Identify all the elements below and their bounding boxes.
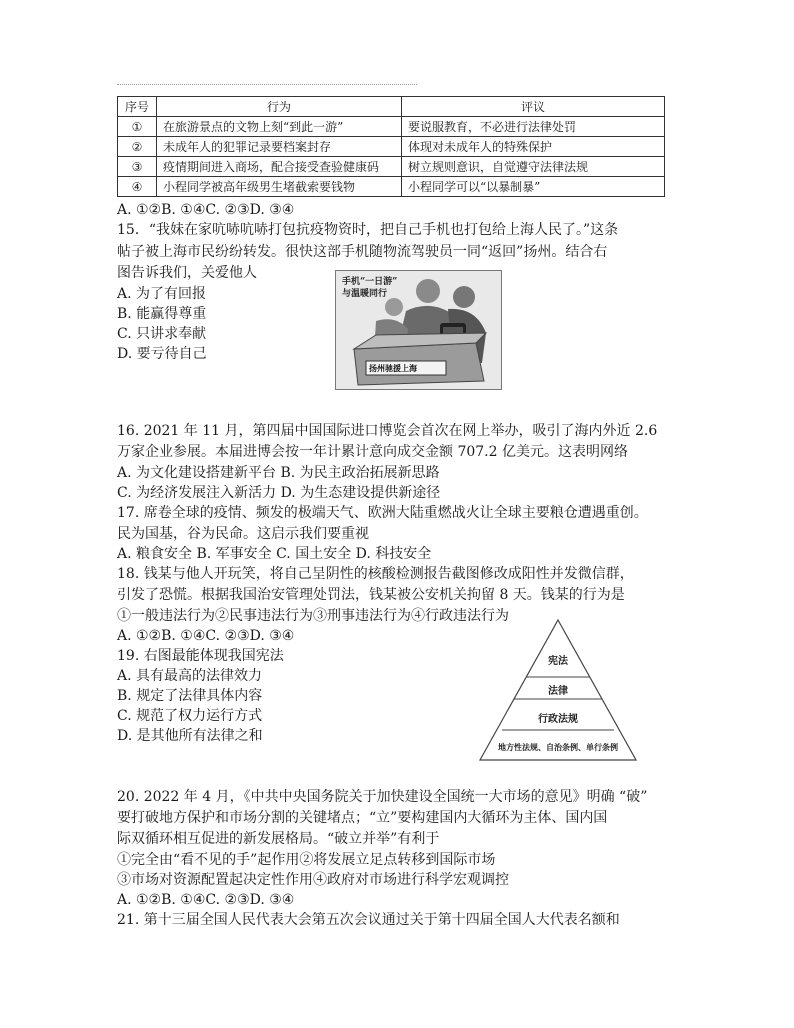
header-comment: 评议: [402, 97, 665, 117]
q19-option-c: C. 规范了权力运行方式: [117, 708, 263, 724]
table-row: [118, 117, 665, 137]
header-behavior: 行为: [157, 97, 402, 117]
q17-options: A. 粮食安全 B. 军事安全 C. 国土安全 D. 科技安全: [117, 546, 432, 562]
q18-statements: ①一般违法行为②民事违法行为③刑事违法行为④行政违法行为: [117, 608, 509, 624]
row-number: ①: [118, 117, 157, 137]
table-row: [118, 137, 665, 157]
q16-options-ab: A. 为文化建设搭建新平台 B. 为民主政治拓展新思路: [117, 465, 440, 481]
row-behavior: 未成年人的犯罪记录要档案封存: [157, 137, 402, 157]
q19-text: 19. 右图最能体现我国宪法: [117, 648, 284, 664]
q15-text-line1: 15．“我妹在家吭哧吭哧打包抗疫物资时，把自己手机也打包给上海人民了。”这条: [117, 222, 619, 238]
cartoon-caption-1: 手机“一日游”: [342, 277, 398, 287]
behavior-comment-table: [117, 96, 665, 197]
row-comment: 小程同学可以“以暴制暴”: [402, 177, 665, 197]
q19-option-d: D. 是其他所有法律之和: [117, 728, 263, 744]
cartoon-caption-2: 与温暖同行: [342, 289, 388, 299]
cropped-line-above-table: [117, 84, 417, 93]
row-number: ④: [118, 177, 157, 197]
q19-option-a: A. 具有最高的法律效力: [117, 668, 263, 684]
q19-option-b: B. 规定了法律具体内容: [117, 688, 263, 704]
q15-option-d: D. 要亏待自己: [117, 346, 207, 362]
law-hierarchy-pyramid: [478, 618, 638, 763]
q17-text-line2: 民为国基，谷为民命。这启示我们要重视: [117, 526, 369, 542]
table-header-row: [118, 97, 665, 117]
q20-text-line3: 际双循环相互促进的新发展格局。“破立并举”有利于: [117, 831, 440, 847]
row-number: ③: [118, 157, 157, 177]
q16-text-line2: 万家企业参展。本届进博会按一年计累计意向成交金额 707.2 亿美元。这表明网络: [117, 444, 628, 460]
pyramid-level-4: 地方性法规、自治条例、单行条例: [498, 742, 618, 752]
q15-text-line3: 图告诉我们，关爱他人: [117, 265, 257, 281]
header-number: 序号: [118, 97, 157, 117]
row-comment: 要说服教育，不必进行法律处罚: [402, 117, 665, 137]
table-row: [118, 157, 665, 177]
pyramid-level-3: 行政法规: [538, 714, 578, 725]
q20-statements-2: ③市场对资源配置起决定性作用④政府对市场进行科学宏观调控: [117, 872, 509, 888]
pyramid-level-1: 宪法: [548, 656, 568, 667]
pyramid-level-2: 法律: [548, 686, 568, 697]
q15-cartoon-image: [335, 270, 502, 390]
q20-statements-1: ①完全由“看不见的手”起作用②将发展立足点转移到国际市场: [117, 852, 496, 868]
q18-text-line1: 18. 钱某与他人开玩笑，将自己呈阴性的核酸检测报告截图修改成阳性并发微信群，: [117, 566, 634, 582]
row-behavior: 疫情期间进入商场，配合接受查验健康码: [157, 157, 402, 177]
row-behavior: 小程同学被高年级男生堵截索要钱物: [157, 177, 402, 197]
q20-text-line1: 20. 2022 年 4 月，《中共中央国务院关于加快建设全国统一大市场的意见》明确 “破”: [117, 789, 648, 805]
row-comment: 树立规则意识，自觉遵守法律法规: [402, 157, 665, 177]
q17-text-line1: 17. 席卷全球的疫情、频发的极端天气、欧洲大陆重燃战火让全球主要粮仓遭遇重创。: [117, 505, 648, 521]
q15-text-line2: 帖子被上海市民纷纷转发。很快这部手机随物流驾驶员一同“返回”扬州。结合右: [117, 244, 608, 260]
row-comment: 体现对未成年人的特殊保护: [402, 137, 665, 157]
row-number: ②: [118, 137, 157, 157]
q15-option-c: C. 只讲求奉献: [117, 326, 207, 342]
q21-text-line1: 21. 第十三届全国人民代表大会第五次会议通过关于第十四届全国人大代表名额和: [117, 912, 620, 928]
cartoon-box-label: 扬州驰援上海: [369, 363, 417, 373]
table-question-options: A. ①②B. ①④C. ②③D. ③④: [117, 202, 295, 218]
table-row: [118, 177, 665, 197]
q16-text-line1: 16. 2021 年 11 月，第四届中国国际进口博览会首次在网上举办，吸引了海内外近 2.6: [117, 423, 658, 439]
q20-options: A. ①②B. ①④C. ②③D. ③④: [117, 892, 295, 908]
q15-option-a: A. 为了有回报: [117, 286, 207, 302]
q15-option-b: B. 能赢得尊重: [117, 306, 207, 322]
row-behavior: 在旅游景点的文物上刻“到此一游”: [157, 117, 402, 137]
q18-options: A. ①②B. ①④C. ②③D. ③④: [117, 628, 295, 644]
q18-text-line2: 引发了恐慌。根据我国治安管理处罚法，钱某被公安机关拘留 8 天。钱某的行为是: [117, 587, 625, 603]
q20-text-line2: 要打破地方保护和市场分割的关键堵点；“立”要构建国内大循环为主体、国内国: [117, 810, 608, 826]
q16-options-cd: C. 为经济发展注入新活力 D. 为生态建设提供新途径: [117, 485, 441, 501]
